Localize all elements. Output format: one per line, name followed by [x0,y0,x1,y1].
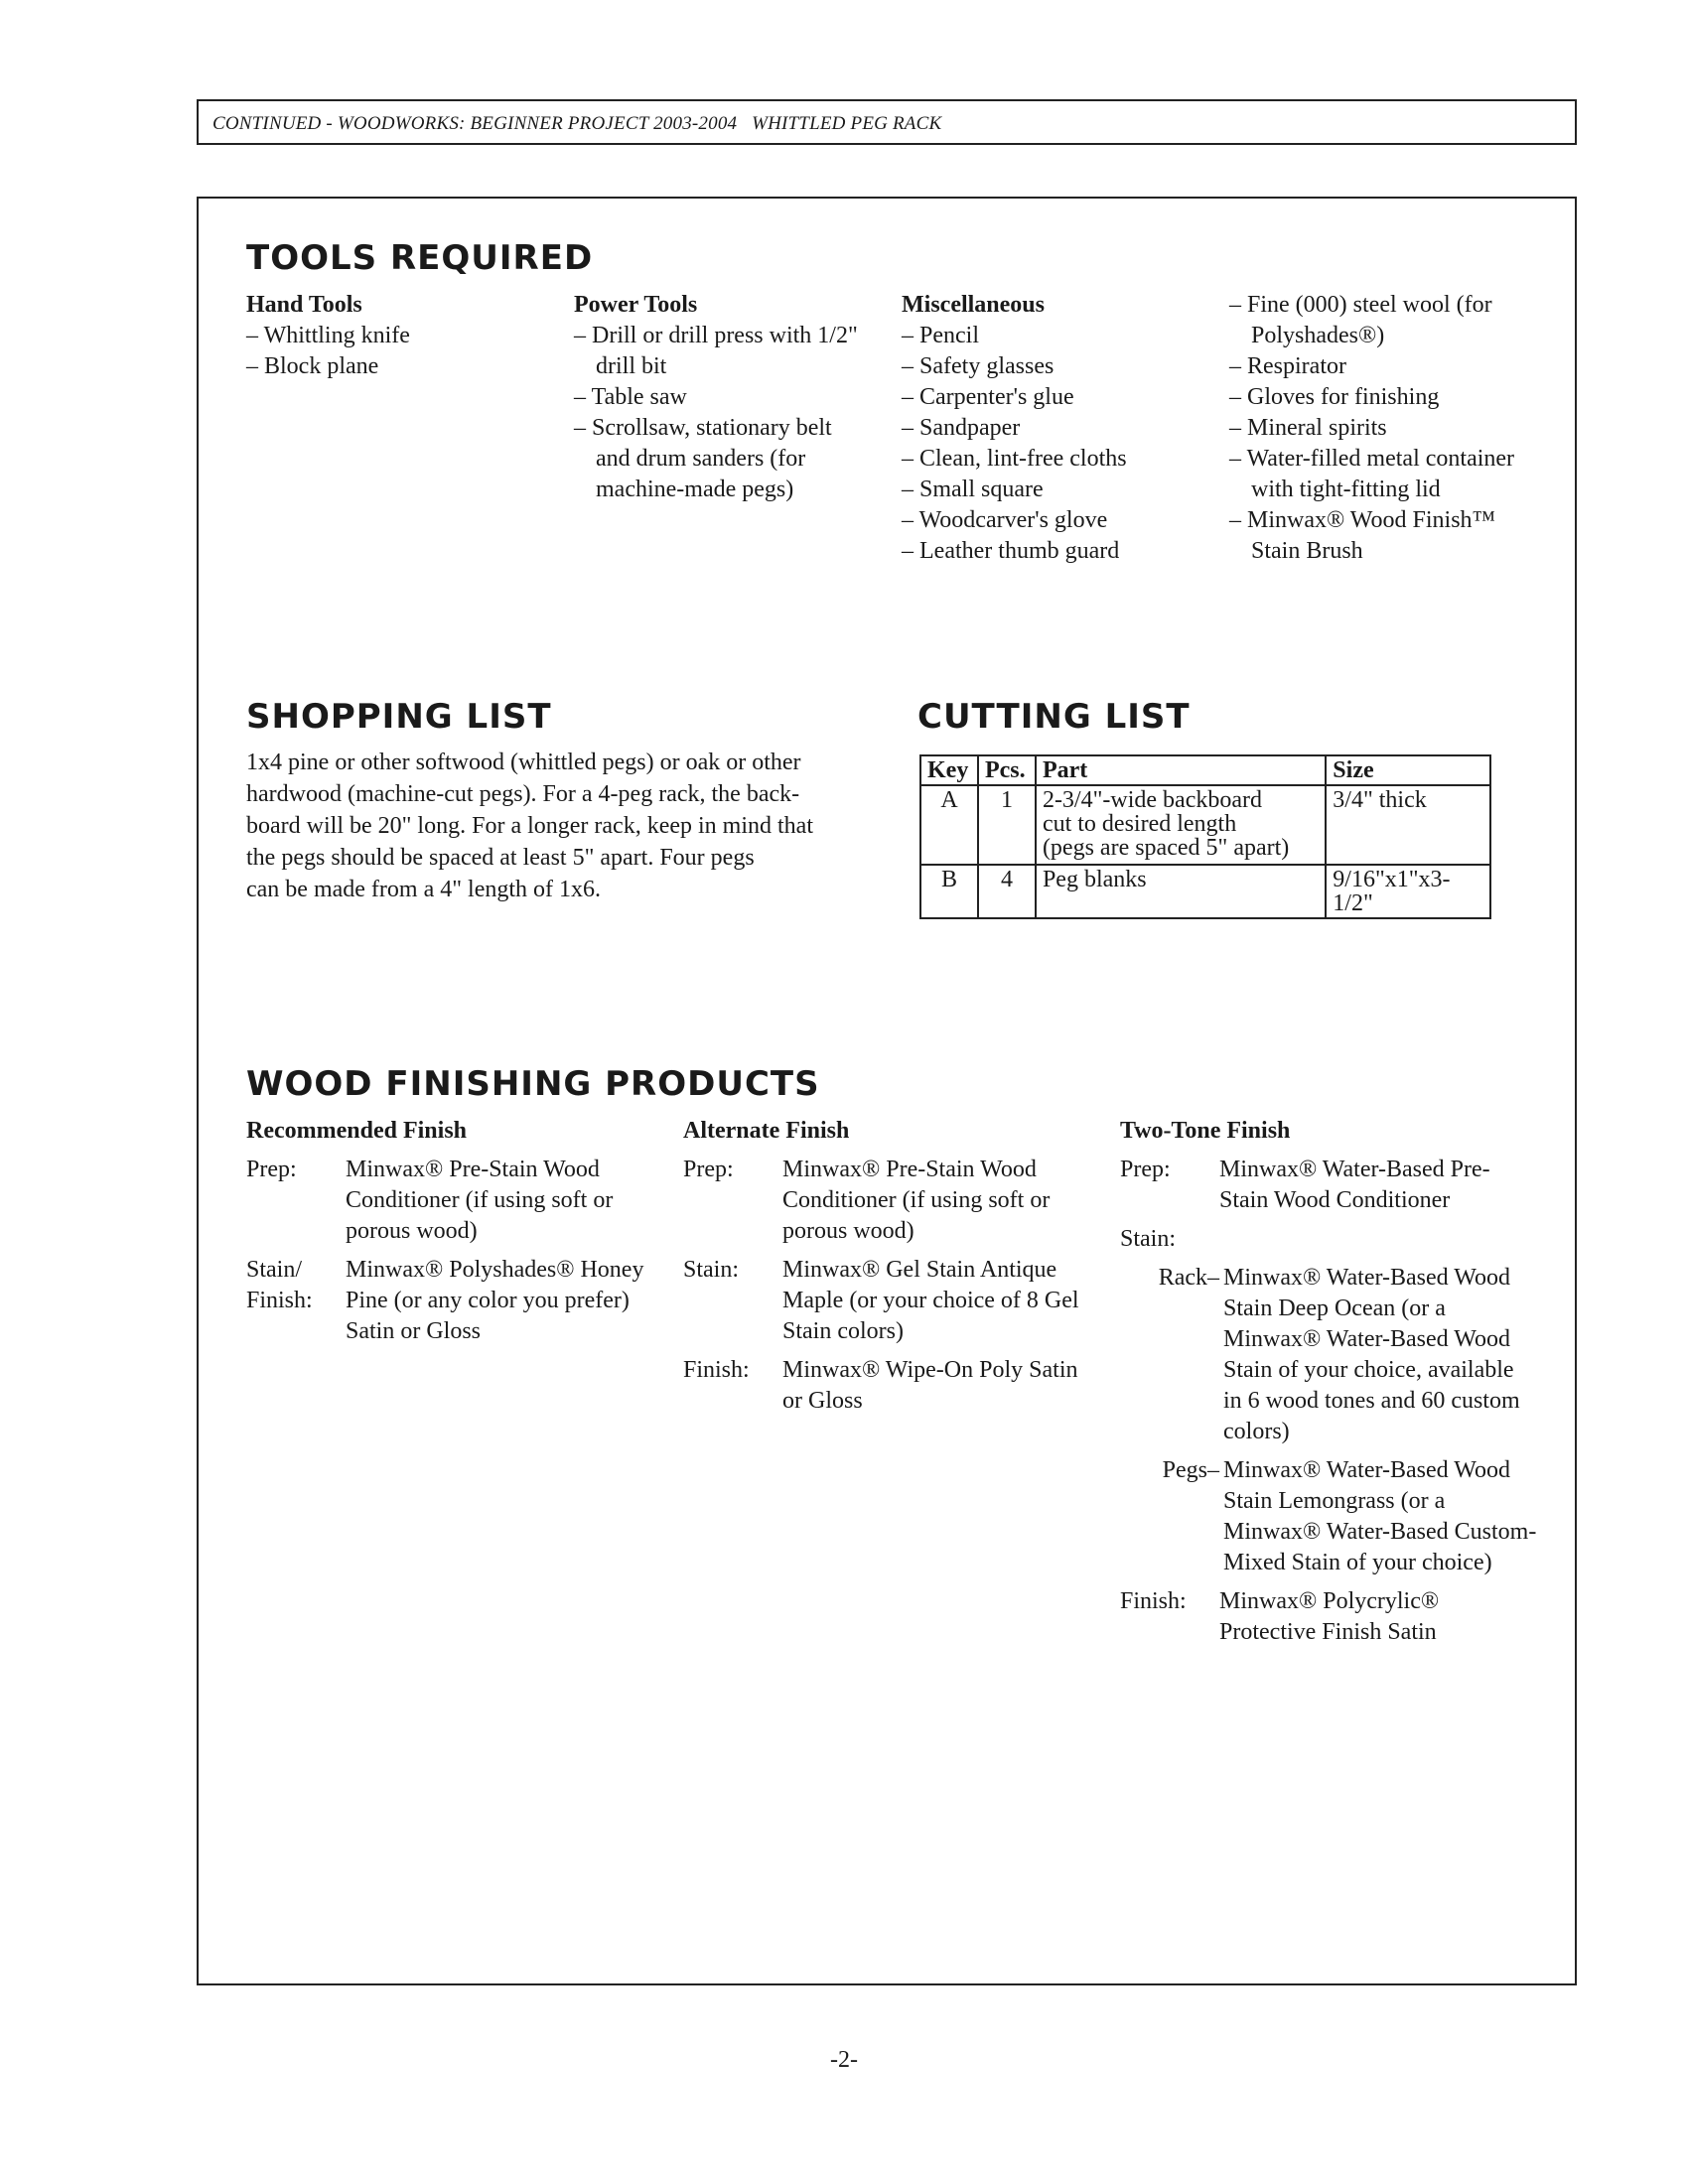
list-item: – Leather thumb guard [902,536,1199,567]
table-row [920,865,1490,918]
finish-label: Finish: [1120,1588,1187,1614]
finishing-title: WOOD FINISHING PRODUCTS [246,1064,820,1104]
shopping-line: the pegs should be spaced at least 5" apart. Four pegs [246,845,755,871]
tools-title: TOOLS REQUIRED [246,238,594,278]
list-item: – Mineral spirits [1229,413,1527,444]
two-tone-heading: Two-Tone Finish [1120,1118,1291,1144]
prep-label: Prep: [683,1157,734,1182]
part-line: 2-3/4"-wide backboard [1042,787,1262,813]
cutting-table [919,754,1491,919]
list-item: – Scrollsaw, stationary belt and drum sanders (for machine-made pegs) [574,413,862,505]
finish-row [246,1155,663,1247]
header-title: CONTINUED - WOODWORKS: BEGINNER PROJECT 2003-2004 WHITTLED PEG RACK [212,113,942,134]
hand-tools-list [246,321,544,382]
stain-label: Stain/ [246,1257,303,1283]
power-tools-heading: Power Tools [574,292,698,318]
misc-tools-list-2 [1229,290,1527,567]
stain-label: Stain: [683,1257,740,1283]
stain-label: Stain: [1120,1226,1177,1252]
pegs-label: Pegs– [1162,1457,1219,1483]
cell-key: A [920,785,978,865]
cell-key: B [920,865,978,918]
list-item: – Gloves for finishing [1229,382,1527,413]
alternate-finish-column [683,1116,1100,1425]
prep-value: Minwax® Water-Based Pre-Stain Wood Conditioner [1219,1157,1490,1213]
misc-tools-column-2 [1229,290,1527,567]
finish-row [1120,1155,1537,1216]
column-header-part: Part [1036,755,1326,785]
cell-part [1036,865,1326,918]
misc-tools-column [902,290,1199,567]
list-item: – Small square [902,475,1199,505]
finish-label: Finish: [246,1288,313,1313]
misc-tools-heading: Miscellaneous [902,292,1045,318]
stain-finish-label [246,1255,346,1347]
list-item: – Drill or drill press with 1/2" drill bit [574,321,862,382]
finish-row [683,1155,1100,1247]
finish-row [1120,1224,1537,1255]
finish-value: Minwax® Wipe-On Poly Satin or Gloss [782,1357,1078,1414]
list-item: – Fine (000) steel wool (for Polyshades®) [1229,290,1527,351]
finish-row [683,1255,1100,1347]
stain-value: Minwax® Gel Stain Antique Maple (or your choice of 8 Gel Stain colors) [782,1257,1079,1344]
cell-pcs: 4 [978,865,1036,918]
table-header-row [920,755,1490,785]
finish-row [1120,1455,1537,1578]
list-item: – Carpenter's glue [902,382,1199,413]
shopping-paragraph [246,747,862,905]
content-frame [197,197,1577,1985]
misc-tools-list [902,321,1199,567]
shopping-line: can be made from a 4" length of 1x6. [246,877,602,902]
prep-value: Minwax® Pre-Stain Wood Conditioner (if using soft or porous wood) [782,1157,1051,1244]
finish-row [1120,1586,1537,1648]
list-item: – Woodcarver's glove [902,505,1199,536]
list-item: – Respirator [1229,351,1527,382]
recommended-finish-column [246,1116,663,1355]
cell-part [1036,785,1326,865]
power-tools-column [574,290,862,505]
list-item: – Table saw [574,382,862,413]
cell-pcs: 1 [978,785,1036,865]
part-line: cut to desired length [1042,811,1237,837]
column-header-key: Key [920,755,978,785]
finish-label: Finish: [683,1357,750,1383]
list-item: – Block plane [246,351,544,382]
list-item: – Sandpaper [902,413,1199,444]
list-item: – Pencil [902,321,1199,351]
list-item: – Clean, lint-free cloths [902,444,1199,475]
prep-label: Prep: [1120,1157,1171,1182]
rack-label: Rack– [1158,1265,1219,1291]
list-item: – Safety glasses [902,351,1199,382]
list-item: – Whittling knife [246,321,544,351]
shopping-line: 1x4 pine or other softwood (whittled pegs) or oak or other [246,750,801,775]
cutting-title: CUTTING LIST [917,697,1191,737]
recommended-heading: Recommended Finish [246,1118,467,1144]
finish-value: Minwax® Polycrylic® Protective Finish Satin [1219,1588,1440,1645]
cell-size: 9/16"x1"x3-1/2" [1326,865,1490,918]
column-header-size: Size [1326,755,1490,785]
column-header-pcs: Pcs. [978,755,1036,785]
rack-value: Minwax® Water-Based Wood Stain Deep Ocean (or a Minwax® Water-Based Wood Stain of your choice, available in 6 wood tones and 60 custom colors) [1223,1265,1520,1444]
finish-row [246,1255,663,1347]
stain-value: Minwax® Polyshades® Honey Pine (or any color you prefer) Satin or Gloss [346,1257,644,1344]
prep-value: Minwax® Pre-Stain Wood Conditioner (if using soft or porous wood) [346,1157,614,1244]
table-row [920,785,1490,865]
pegs-value: Minwax® Water-Based Wood Stain Lemongrass (or a Minwax® Water-Based Custom-Mixed Stain of your choice) [1223,1457,1537,1575]
part-line: Peg blanks [1042,867,1147,892]
page-number: -2- [830,2047,858,2073]
part-line: (pegs are spaced 5" apart) [1042,835,1290,861]
hand-tools-heading: Hand Tools [246,292,362,318]
shopping-title: SHOPPING LIST [246,697,552,737]
power-tools-list [574,321,862,505]
shopping-line: board will be 20" long. For a longer rack, keep in mind that [246,813,813,839]
list-item: – Water-filled metal container with tight-fitting lid [1229,444,1527,505]
alternate-heading: Alternate Finish [683,1118,850,1144]
hand-tools-column [246,290,544,382]
cell-size: 3/4" thick [1326,785,1490,865]
page-header [197,99,1577,145]
finish-row [683,1355,1100,1417]
list-item: – Minwax® Wood Finish™ Stain Brush [1229,505,1527,567]
prep-label: Prep: [246,1157,297,1182]
finish-row [1120,1263,1537,1447]
shopping-line: hardwood (machine-cut pegs). For a 4-peg rack, the back- [246,781,800,807]
two-tone-finish-column [1120,1116,1537,1656]
